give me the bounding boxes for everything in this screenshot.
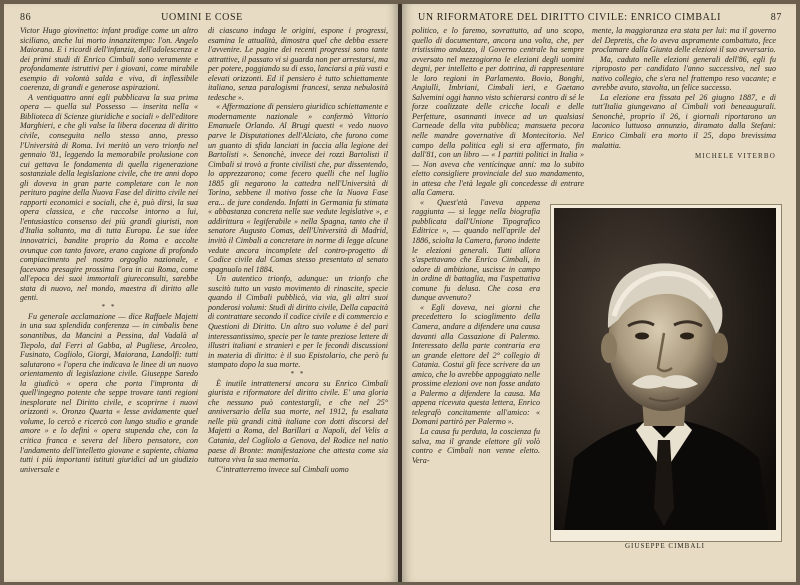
right-page bbox=[402, 4, 796, 582]
running-head-left: UOMINI E COSE bbox=[161, 12, 243, 23]
paragraph: C'intratterremo invece sul Cimbali uomo bbox=[216, 464, 349, 474]
paragraph: Fu generale acclamazione — dice Raffaele Majetti in una sua splendida conferenza — in cimbalis bene sonantibus, da Mancini a Pessina, dal Vadalà al Tiepolo, dal Ferri al Gabba, al Pugliese, Arcoleo, Fusinato, Cogliolo, Giorgi, Maiorana, Landolfi: tutti salutarono « l'opera che indicava le linee di un nuovo orientamento di legislazione civile. Giuseppe Saredo la giudicò « opera che porta l'impronta di quell'ingegno potente che seppe trovare tanti regioni inesplorate nel Diritto civile, e scoprirne i nuovi orizzonti ». Oronzo Quarta « lesse avidamente quel volume, lo cercò e ricercò con lungo studio e grande amore » e lo definì « opera stupenda che, con la critica franca e severa del libero pensatore, con l'andamento dell'intelletto giovane e sapiente, chiama tutti i più importanti istituti giuridici ad un giudizio universale e bbox=[20, 311, 198, 474]
portrait-photo bbox=[554, 208, 776, 530]
portrait-illustration bbox=[554, 208, 776, 530]
paragraph: mente, la maggioranza era stata per lui: ma il governo del Depretis, che lo aveva aspramente combattuto, fece proclamare dalla Giunta delle elezioni il suo avversario. bbox=[592, 26, 776, 55]
paragraph: La causa fu perduta, la coscienza fu salva, ma il grande elettore gli volò contro e Cimbali non venne eletto. Vera- bbox=[412, 426, 540, 465]
paragraph: « Affermazione di pensiero giuridico schiettamente e modernamente nazionale » confermò Vittorio Emanuele Orlando. Al Brugi questi « vedo nuovo parve le Disputationes dell'Alciato, che furono come un guanto di sfida lanciati in faccia alla legione dei Bartolisti ». Senonchè, invece dei rozzi Bartolisti il Cimbali si trovò a fronte civilisti che, pur dissentendo, lo apprezzarono; come fecero quelli che nel luglio 1885 gli negarono la cattedra nell'Università di Torino, sebbene il motivo fosse che la Nuova Fase era... de jure condendo. Infatti in Germania fu stimata « abbastanza concreta nelle sue vedute legislative », e addirittura « legiferabile » nella Spagna, tanto che il senatore Augusto Comas, dell'Università di Madrid, invitò il Cimbali a concretare in norme di legge alcune vedute ancora incomplete del contro-progetto di Codice civile dal Comas stesso presentato al senato spagnuolo nel 1884. bbox=[208, 102, 388, 274]
left-column-2 bbox=[208, 26, 388, 474]
page-number-left: 86 bbox=[20, 12, 32, 23]
running-head-right: UN RIFORMATORE DEL DIRITTO CIVILE: ENRICO CIMBALI bbox=[418, 12, 722, 23]
paragraph: Un autentico trionfo, adunque: un trionfo che suscitò tutto un vasto movimento di rinascite, specie quando il Cimbali pubblicò, via via, gli altri suoi ponderosi volumi: Studi di diritto civile, Della capacità di contrattare secondo il codice civile e di commercio e Questioni di Diritto. Un altro suo volume è del pari interessantissimo, specie per le tante preziose lettere di illustri italiani e stranieri e per le fecondi discussioni in materia di diritto: è il suo Epistolario, che però fu stampato dopo la sua morte. bbox=[208, 274, 388, 370]
paragraph: A ventiquattro anni egli pubblicava la sua prima opera — quella sul Possesso — inserita nella « Biblioteca di Scienze giuridiche e sociali » dell'editore Marghieri, e che gli valse la libera docenza di diritto civile, conseguita nello stesso anno, presso l'Università di Roma. Ivi meritò un vero trionfo nel gennaio '81, leggendo la memorabile prolusione con cui gettava le fondamenta di quella rigenerazione sostanziale della legislazione civile, che tre anni dopo gli doveva in gran parte completare con le non perituro pagine della Nuova Fase del diritto civile nei rapporti economici e sociali, che è, può dirsi, la sua opera classica, e che raccolse intorno a lui, l'entusiastico consenso dei più grandi giuristi, non d'Italia soltanto, ma di tutta Europa. Le sue idee innovatrici, bandite proprio da Roma e accolte ovunque con tanto favore, erano cagione di profondo compiacimento pel nostro orgoglio nazionale, e facevano presagire prossima l'ora in cui Roma, come all'epoca dei suoi immortali giureconsulti, sarebbe stata di nuovo, nel mondo, maestra di diritto alle genti. bbox=[20, 92, 198, 303]
left-page bbox=[4, 4, 398, 582]
paragraph: « Egli doveva, nei giorni che precedettero lo scioglimento della Camera, andare a difendere una causa davanti alla Cassazione di Palermo. Interessato della parte contraria era un grande elettore del 2° collegio di Catania. Costui gli fece scrivere da un amico, che lo avrebbe appoggiato nelle prossime elezioni ove non fosse andato a Palermo a difendere la causa. Ma appena ricevuta questa lettera, Enrico telegrafò concitamente all'amico: « Domani partirò per Palermo ». bbox=[412, 302, 540, 427]
left-column-1 bbox=[20, 26, 198, 474]
paragraph: politico, e lo faremo, sovrattutto, ad uno scopo, quello di documentare, ancora una volta, che, per tristissimo andazzo, il Governo centrale ha sempre avversato nel mezzogiorno le elezioni degli uomini degni, per intelletto e per dottrina, di rappresentare le loro regioni in Parlamento. Bovio, Bonghi, Angiulli, Imbriani, Cimbali ieri, e Gaetano Salvemini oggi hanno visto schierarsi contro di sé le forze coalizzate delle cricche locali e delle Perfetture, osannanti invece ad un qualsiasi Carneade della vita pubblica; mansueta pecora nelle mandre governative di Montecitorio. Nel campo della politica egli si era affermato, fin dall'81, con un libro — « I partiti politici in Italia » — Non aveva che ventícinque anni: ma lo subito eletto consigliere provinciale del suo mandamento, in attesa che l'età legale gli concedesse di entrare alla Camera. bbox=[412, 26, 584, 198]
paragraph: Victor Hugo giovinetto: infant prodige come un altro siciliano, anche lui morto innanzitempo: l'on. Angelo Maiorana. E i ricordi dell'infanzia, dell'adolescenza e dei primi studi di Enrico Cimbali sono veramente e profondamente istruttivi per i giovani, come mirabile esempio di volontà salda e viva, di inflessibile coerenza, di grandi e generose aspirazioni. bbox=[20, 26, 198, 93]
right-column-2 bbox=[592, 26, 776, 162]
paragraph: La elezione era fissata pel 26 giugno 1887, e di tutt'Italia giungevano al Cimbali voti beneaugurali. Senonchè, proprio il 26, i giornali riportarono un laconico luttuoso annunzio, diramato dalla Stefani: Enrico Cimbali era morto il 25, dopo brevissima malattia. bbox=[592, 92, 776, 150]
paragraph: di ciascuno indaga le origini, espone i progressi, esamina le attualità, dimostra quel che debba essere l'avvenire. Le pagine dei recenti progressi sono tante attrattive, il passato vi si guarda non per arrestarsi, ma per potere, poggiando su di esso, lanciarsi a più vasti e elevati orizzonti. Ed il pensiero è tutto schiettamente italiano, senza paralogismi francesi, senza nebulosità tedesche ». bbox=[208, 26, 388, 102]
paragraph: È inutile intrattenersi ancora su Enrico Cimbali giurista e riformatore del diritto civile. E' una gloria che nessuno può contestargli, e che nel 25° anniversario della sua morte, nel 1912, fu esaltata nelle più grandi città italiane con dotti discorsi del Majetti a Roma, del Barillari a Napoli, del Velis a Catania, del Cogliolo a Genova, del Rodice nel natio paese di Bronte: manifestazione che attesta come sia tuttora viva la sua memoria. bbox=[208, 378, 388, 465]
left-page-header bbox=[20, 12, 384, 26]
narrow-text-block bbox=[412, 198, 540, 465]
section-divider: * * bbox=[101, 302, 117, 311]
paragraph: « Quest'età l'aveva appena raggiunta — si legge nella biografia pubblicata dall'Unione Tipografico Editrice », — quando nell'aprile del 1886, sciolta la Camera, furono indette le elezioni generali. Tutti allora s'aspettavano che Enrico Cimbali, in odore di ambizione, uscisse in campo in ordine di battaglia, ma l'aspettativa comune fu delusa. Che cosa era dunque avvenuto? bbox=[412, 197, 540, 303]
portrait-caption: GIUSEPPE CIMBALI bbox=[625, 542, 705, 550]
author-signature: MICHELE VITERBO bbox=[694, 152, 776, 161]
page-number-right: 87 bbox=[770, 12, 782, 23]
section-divider: * * bbox=[290, 369, 306, 378]
paragraph: Ma, caduto nelle elezioni generali dell'86, egli fu riproposto per candidato l'anno successivo, nel suo nativo collegio, che s'era nel frattempo reso vacante; e avrebbe avuto, stavolta, un felice successo. bbox=[592, 54, 776, 93]
portrait-frame bbox=[550, 204, 782, 542]
right-page-header bbox=[418, 12, 782, 26]
